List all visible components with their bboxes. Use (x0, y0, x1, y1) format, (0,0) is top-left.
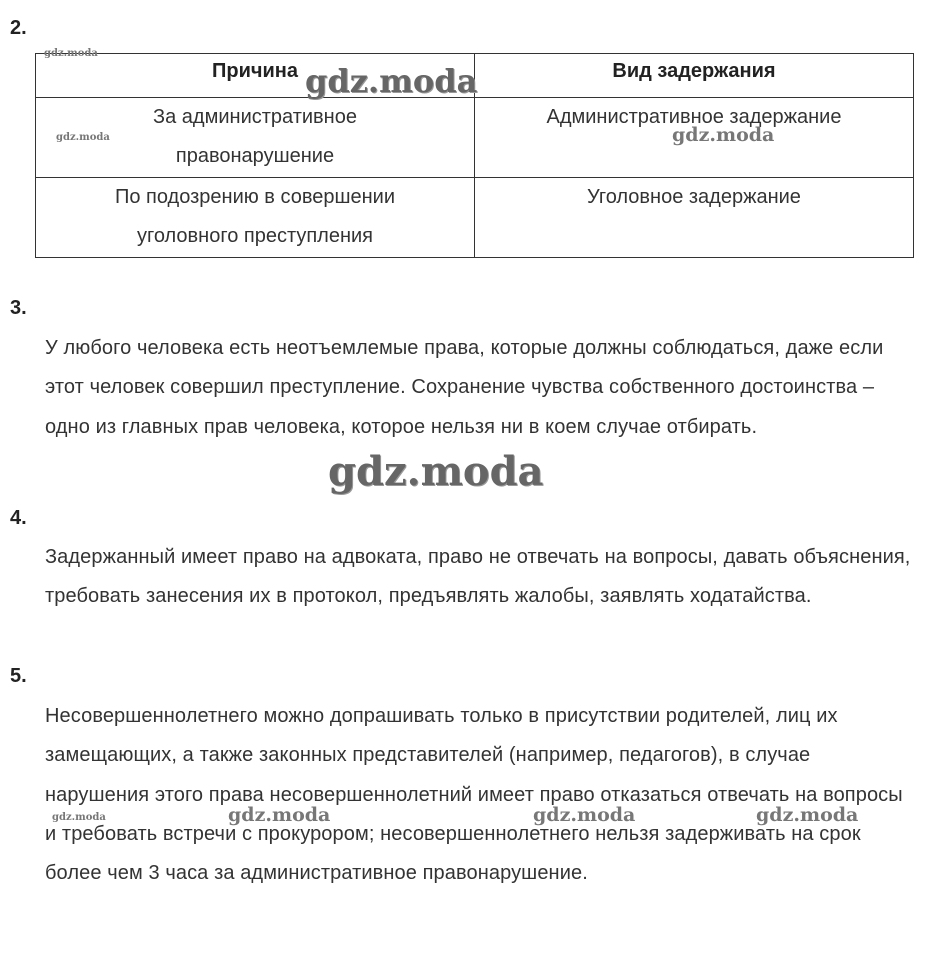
section-number-3: 3. (10, 297, 27, 319)
cell-reason: За административное правонарушение (36, 98, 475, 178)
detention-table (35, 53, 914, 258)
watermark: gdz.moda (52, 812, 106, 823)
section-number-5: 5. (10, 665, 27, 687)
table-header-row (36, 54, 914, 98)
cell-type: Административное задержание (475, 98, 914, 178)
header-detention-type: Вид задержания (475, 54, 914, 98)
answer-5-text: Несовершеннолетнего можно допрашивать только в присутствии родителей, лиц их замещающих, а также законных представителей (например, педагогов), в случае нарушения этого права несовершеннолетний имеет право отказаться отвечать на вопросы и требовать встречи с прокурором; несовершеннолетнего нельзя задерживать на срок более чем 3 часа за административное правонарушение. (45, 705, 903, 885)
watermark: gdz.moda (44, 48, 98, 59)
watermark: gdz.moda (328, 448, 544, 495)
section-number-4: 4. (10, 507, 27, 529)
header-reason: Причина (36, 54, 475, 98)
cell-reason: По подозрению в совершении уголовного преступления (36, 178, 475, 258)
watermark: gdz.moda (756, 804, 859, 826)
watermark: gdz.moda (305, 62, 478, 100)
cell-type: Уголовное задержание (475, 178, 914, 258)
table-row (36, 178, 914, 258)
watermark: gdz.moda (228, 804, 331, 826)
answer-3-text: У любого человека есть неотъемлемые права, которые должны соблюдаться, даже если этот человек совершил преступление. Сохранение чувства собственного достоинства – одно из главных прав человека, которое нельзя ни в коем случае отбирать. (45, 337, 884, 438)
watermark: gdz.moda (56, 132, 110, 143)
answer-4-text: Задержанный имеет право на адвоката, право не отвечать на вопросы, давать объяснения, требовать занесения их в протокол, предъявлять жалобы, заявлять ходатайства. (45, 546, 911, 608)
watermark: gdz.moda (533, 804, 636, 826)
watermark: gdz.moda (672, 124, 775, 146)
section-number-2: 2. (10, 17, 27, 39)
table-row (36, 98, 914, 178)
